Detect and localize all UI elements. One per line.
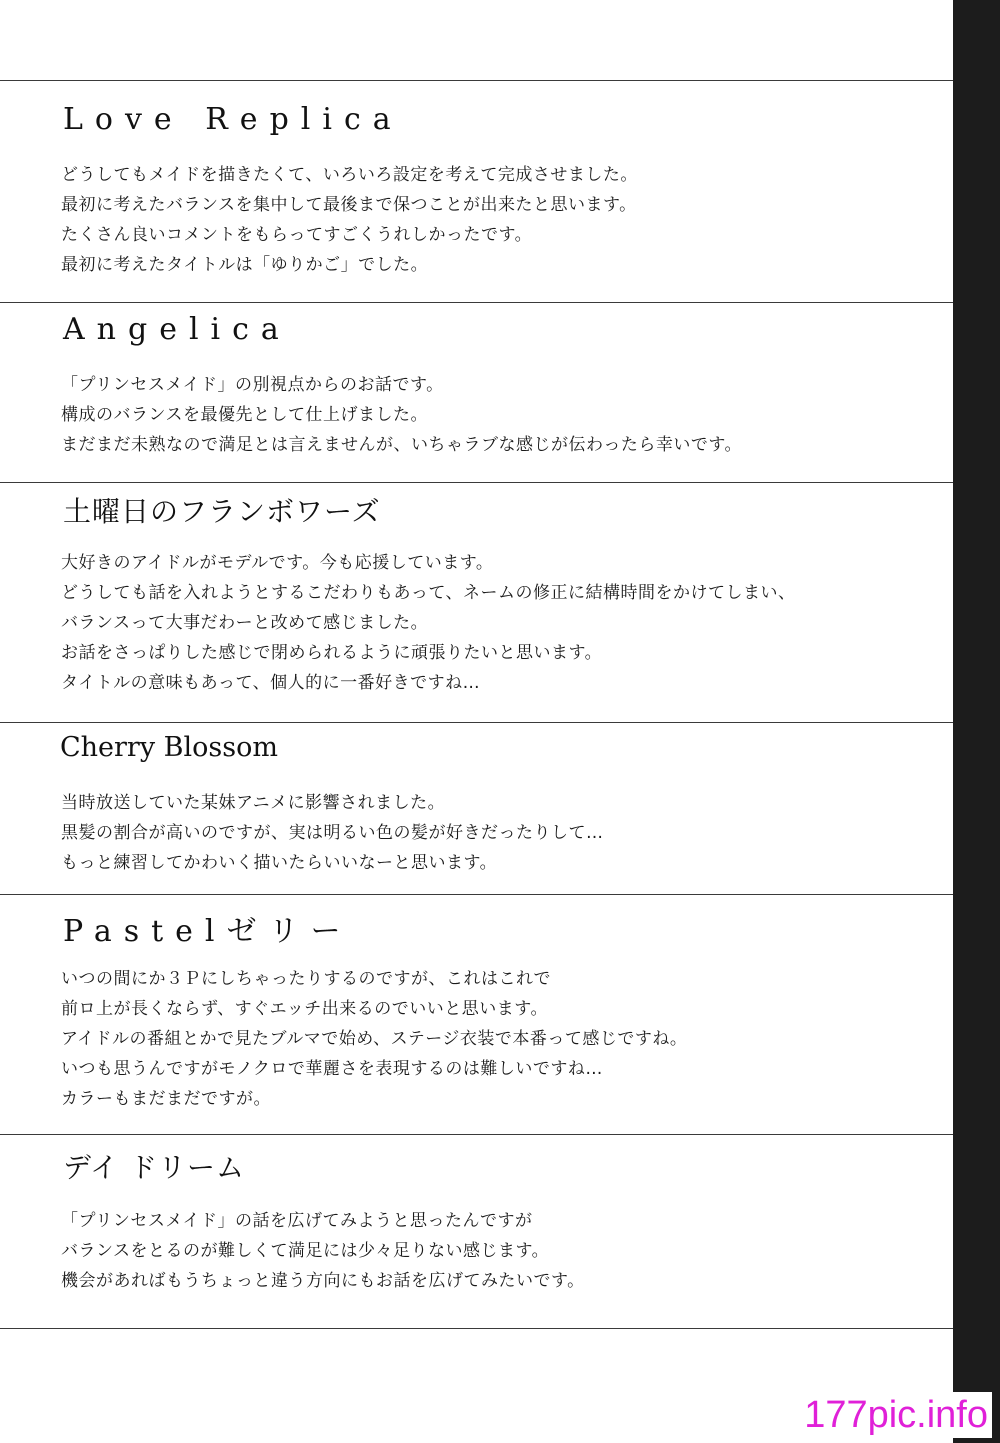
body-line: どうしてもメイドを描きたくて、いろいろ設定を考えて完成させました。: [61, 165, 638, 185]
body-line: もっと練習してかわいく描いたらいいなーと思います。: [61, 853, 498, 873]
watermark: 177pic.info: [800, 1392, 992, 1438]
section-title: Angelica: [63, 312, 291, 347]
body-line: カラーもまだまだですが。: [61, 1089, 271, 1109]
section-body: [61, 1206, 585, 1296]
body-line: 最初に考えたバランスを集中して最後まで保つことが出来たと思います。: [61, 195, 637, 215]
section-body: [61, 160, 638, 280]
body-line: 最初に考えたタイトルは「ゆりかご」でした。: [61, 255, 429, 275]
divider: [0, 482, 953, 483]
body-line: 当時放送していた某妹アニメに影響されました。: [61, 793, 446, 813]
body-line: バランスって大事だわーと改めて感じました。: [61, 613, 429, 633]
body-line: 「プリンセスメイド」の別視点からのお話です。: [61, 375, 444, 395]
divider: [0, 80, 953, 81]
section-title: Pastelゼリー: [63, 914, 353, 949]
page-edge-bar: [953, 0, 1000, 1443]
divider: [0, 302, 953, 303]
section-title: デイ ドリーム: [63, 1151, 245, 1184]
body-line: いつも思うんですがモノクロで華麗さを表現するのは難しいですね…: [61, 1059, 603, 1079]
body-line: 構成のバランスを最優先として仕上げました。: [61, 405, 428, 425]
body-line: どうしても話を入れようとするこだわりもあって、ネームの修正に結構時間をかけてしまい、: [61, 583, 796, 603]
divider: [0, 1328, 953, 1329]
body-line: 黒髪の割合が高いのですが、実は明るい色の髪が好きだったりして…: [61, 823, 604, 843]
body-line: タイトルの意味もあって、個人的に一番好きですね…: [61, 673, 481, 693]
body-line: 大好きのアイドルがモデルです。今も応援しています。: [61, 553, 494, 573]
divider: [0, 722, 953, 723]
body-line: 機会があればもうちょっと違う方向にもお話を広げてみたいです。: [61, 1271, 585, 1291]
body-line: たくさん良いコメントをもらってすごくうれしかったです。: [61, 225, 533, 245]
section-title: 土曜日のフランボワーズ: [63, 495, 381, 528]
body-line: バランスをとるのが難しくて満足には少々足りない感じます。: [61, 1241, 550, 1261]
body-line: アイドルの番組とかで見たブルマで始め、ステージ衣装で本番って感じですね。: [61, 1029, 688, 1049]
body-line: 「プリンセスメイド」の話を広げてみようと思ったんですが: [61, 1211, 533, 1231]
section-body: [61, 964, 687, 1114]
section-body: [61, 548, 796, 698]
body-line: いつの間にか３Ｐにしちゃったりするのですが、これはこれで: [61, 969, 551, 989]
divider: [0, 1134, 953, 1135]
section-body: [61, 370, 742, 460]
body-line: 前ロ上が長くならず、すぐエッチ出来るのでいいと思います。: [61, 999, 548, 1019]
section-title: Cherry Blossom: [60, 732, 278, 763]
body-line: お話をさっぱりした感じで閉められるように頑張りたいと思います。: [61, 643, 603, 663]
section-title: Love Replica: [63, 102, 403, 137]
divider: [0, 894, 953, 895]
body-line: まだまだ未熟なので満足とは言えませんが、いちゃラブな感じが伝わったら幸いです。: [61, 435, 742, 455]
section-body: [61, 788, 604, 878]
